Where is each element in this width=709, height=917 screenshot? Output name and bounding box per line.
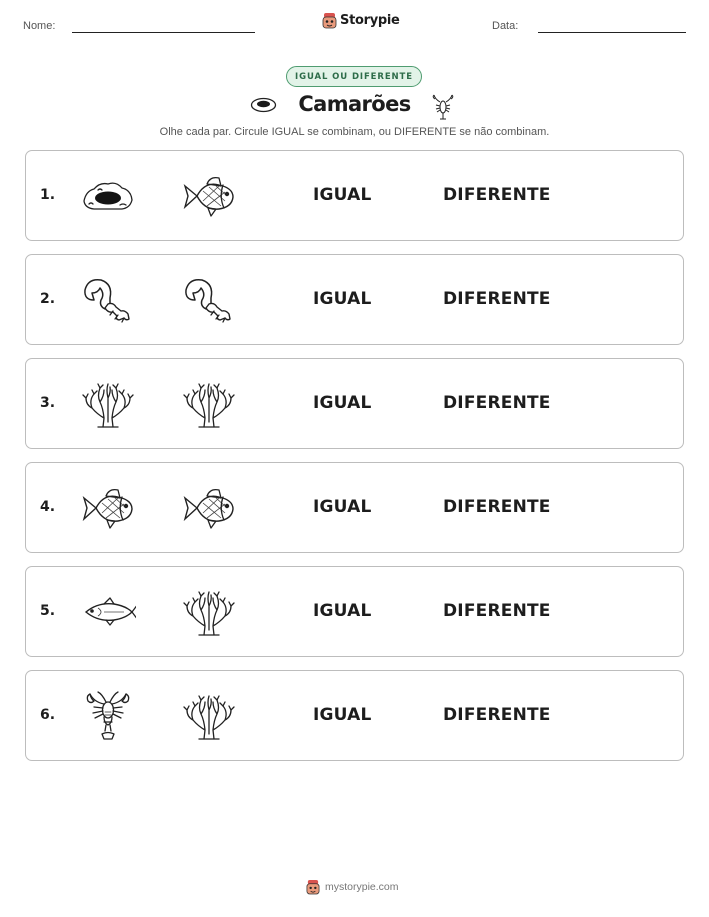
fish-icon — [181, 482, 237, 534]
date-field[interactable] — [538, 32, 686, 33]
fish-icon — [181, 170, 237, 222]
different-option[interactable]: DIFERENTE — [443, 289, 551, 309]
footer — [306, 879, 399, 895]
name-field[interactable] — [72, 32, 255, 33]
coral-icon — [181, 378, 237, 430]
same-option[interactable]: IGUAL — [313, 601, 372, 621]
tuna-icon — [80, 586, 136, 638]
different-option[interactable]: DIFERENTE — [443, 601, 551, 621]
coral-icon — [181, 690, 237, 742]
brand-logo — [322, 12, 400, 29]
exercise-row — [25, 358, 684, 449]
row-number: 5. — [40, 603, 56, 619]
brand-name: Storypie — [340, 13, 400, 28]
coral-icon — [181, 586, 237, 638]
name-label: Nome: — [23, 20, 56, 32]
row-number: 2. — [40, 291, 56, 307]
lobster-icon — [80, 690, 136, 742]
exercise-row — [25, 150, 684, 241]
claw-icon — [80, 274, 136, 326]
same-option[interactable]: IGUAL — [313, 185, 372, 205]
fish-icon — [80, 482, 136, 534]
clam-icon — [80, 170, 136, 222]
same-option[interactable]: IGUAL — [313, 393, 372, 413]
page-title: Camarões — [298, 92, 411, 116]
same-option[interactable]: IGUAL — [313, 497, 372, 517]
exercise-row — [25, 462, 684, 553]
instructions: Olhe cada par. Circule IGUAL se combinam, ou DIFERENTE se não combinam. — [159, 126, 550, 138]
claw-icon — [181, 274, 237, 326]
exercise-row — [25, 566, 684, 657]
activity-badge: IGUAL OU DIFERENTE — [286, 66, 422, 87]
footer-url: mystorypie.com — [325, 881, 399, 893]
exercise-row — [25, 254, 684, 345]
different-option[interactable]: DIFERENTE — [443, 705, 551, 725]
different-option[interactable]: DIFERENTE — [443, 393, 551, 413]
storypie-mascot-icon — [306, 879, 320, 895]
row-number: 6. — [40, 707, 56, 723]
storypie-mascot-icon — [322, 12, 337, 29]
row-number: 4. — [40, 499, 56, 515]
same-option[interactable]: IGUAL — [313, 289, 372, 309]
different-option[interactable]: DIFERENTE — [443, 497, 551, 517]
same-option[interactable]: IGUAL — [313, 705, 372, 725]
row-number: 3. — [40, 395, 56, 411]
lobster-icon — [431, 93, 455, 121]
different-option[interactable]: DIFERENTE — [443, 185, 551, 205]
exercise-row — [25, 670, 684, 761]
row-number: 1. — [40, 187, 56, 203]
coral-icon — [80, 378, 136, 430]
date-label: Data: — [492, 20, 519, 32]
